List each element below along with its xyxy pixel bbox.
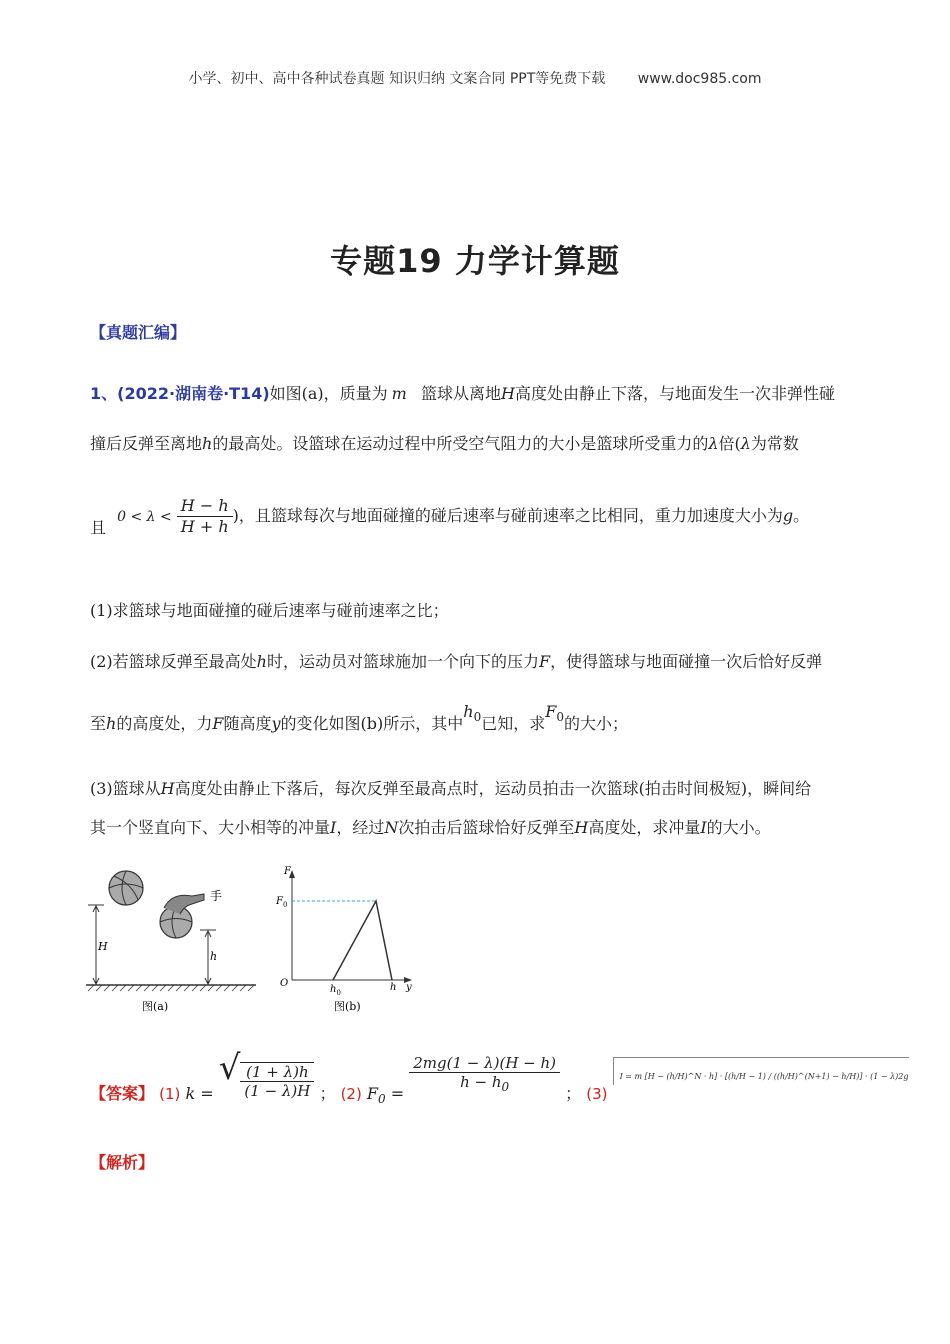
question-3-line-2 [90, 818, 771, 838]
section-real-questions: 【真题汇编】 [90, 323, 187, 342]
text: 已知，求 [481, 714, 546, 733]
text: 随高度 [223, 714, 272, 733]
inequality-left: 0 < λ < [117, 509, 172, 525]
answer-line [90, 1048, 909, 1112]
var-h: h [106, 714, 117, 733]
text: ，经过 [336, 818, 385, 837]
var-F: F [212, 714, 224, 733]
var-I: I [700, 818, 707, 837]
answer-2-lhs: $F_0$ = [366, 1083, 405, 1106]
text: )，且篮球每次与地面碰撞的碰后速率与碰前速率之比相同，重力加速度大小为 [232, 506, 783, 525]
text: 撞后反弹至离地 [90, 434, 203, 453]
text: 的最高处。设篮球在运动过程中所受空气阻力的大小是篮球所受重力的 [212, 434, 709, 453]
text: 篮球从离地 [421, 384, 502, 403]
answer-2-label: (2) [340, 1084, 362, 1103]
text: ，使得篮球与地面碰撞一次后恰好反弹 [550, 652, 823, 671]
answer-label: 【答案】 [90, 1083, 155, 1103]
problem-line-2 [90, 434, 799, 454]
answer-2-numerator: 2mg(1 − λ)(H − h) [409, 1054, 560, 1073]
var-m: m [391, 384, 407, 403]
text: 高度处由静止下落，与地面发生一次非弹性碰 [514, 384, 835, 403]
text: 高度处由静止下落后，每次反弹至最高点时，运动员拍击一次篮球(拍击时间极短)，瞬间给 [174, 779, 812, 798]
text: (2)若篮球反弹至最高处 [90, 652, 257, 671]
axis-F0-label: $F_0$ [276, 896, 288, 909]
problem-line-1 [90, 384, 835, 404]
var-h: h [256, 652, 267, 671]
axis-F-label: F [284, 866, 291, 877]
answer-3-label: (3) [586, 1084, 608, 1103]
hand-label: 手 [210, 889, 223, 903]
header-left-text: 小学、初中、高中各种试卷真题 知识归纳 文案合同 PPT等免费下载 [188, 71, 606, 87]
problem-line-3 [90, 496, 809, 537]
inequality-fraction [177, 496, 233, 537]
height-H-label: H [98, 940, 108, 953]
text: 为常数 [750, 434, 799, 453]
text: 时，运动员对篮球施加一个向下的压力 [266, 652, 539, 671]
figure-a [80, 860, 260, 1020]
var-lambda: λ [740, 434, 751, 453]
fraction-denominator: H + h [180, 517, 229, 536]
answer-1-numerator: (1 + λ)h [240, 1063, 314, 1082]
header-url: www.doc985.com [637, 71, 762, 87]
var-F: F [539, 652, 551, 671]
origin-label: O [280, 978, 289, 989]
subscript: 0 [556, 710, 564, 725]
var-h: h [202, 434, 213, 453]
page-header [0, 68, 950, 88]
separator: ； [565, 1083, 582, 1103]
var-H: H [574, 818, 589, 837]
question-2-line-2 [90, 702, 628, 739]
tick-h0-label: $h_0$ [330, 984, 341, 997]
question-3-line-1 [90, 779, 811, 799]
figure-a-caption: 图(a) [142, 1000, 169, 1013]
text: 的高度处，力 [116, 714, 213, 733]
axis-y-label: y [406, 982, 412, 993]
var-N: N [384, 818, 399, 837]
text: 的变化如图(b)所示，其中 [280, 714, 464, 733]
question-1: (1)求篮球与地面碰撞的碰后速率与碰前速率之比； [90, 601, 449, 620]
height-h-label: h [210, 950, 218, 963]
text: 至 [90, 714, 107, 733]
text: 其一个竖直向下、大小相等的冲量 [90, 818, 331, 837]
text: (3)篮球从 [90, 779, 161, 798]
text: 的大小。 [706, 818, 771, 837]
text: 的大小； [563, 714, 628, 733]
var-h0: h [463, 702, 474, 721]
text: 。 [793, 506, 810, 525]
page-title: 专题19 力学计算题 [330, 242, 620, 280]
text: 且 [90, 518, 107, 537]
var-I: I [330, 818, 337, 837]
figure-b [270, 860, 430, 1020]
answer-1-lhs: k = [185, 1083, 214, 1103]
separator: ； [319, 1083, 336, 1103]
fraction-numerator: H − h [177, 496, 233, 517]
basketball-hand-icon [160, 894, 204, 938]
answer-1-denominator: (1 − λ)H [244, 1081, 311, 1100]
answer-1-label: (1) [159, 1084, 181, 1103]
var-lambda: λ [708, 434, 719, 453]
answer-3-expression: I = m [H − (h/H)^N · h] · [(h/H − 1) / ((h/H)^(N+1) − h/H)] · (1 − λ)2g [613, 1057, 909, 1085]
text: 如图(a)，质量为 [269, 384, 388, 403]
var-H: H [501, 384, 515, 403]
text: 倍( [718, 434, 741, 453]
answer-2-fraction [409, 1054, 560, 1094]
problem-source: (2022·湖南卷·T14) [117, 384, 270, 403]
var-H: H [160, 779, 175, 798]
figure-b-caption: 图(b) [334, 1000, 361, 1013]
question-2-line-1 [90, 652, 822, 672]
basketball-falling-icon [109, 871, 143, 905]
tick-h-label: h [390, 982, 397, 993]
var-F0: F [545, 702, 557, 721]
text: 次拍击后篮球恰好反弹至 [398, 818, 575, 837]
force-curve [333, 901, 392, 980]
subscript: 0 [473, 710, 482, 725]
var-g: g [782, 506, 794, 525]
var-y: y [271, 714, 281, 733]
text: 高度处，求冲量 [588, 818, 701, 837]
problem-number: 1、 [90, 384, 118, 403]
section-analysis: 【解析】 [90, 1153, 155, 1172]
answer-1-sqrt: √ $\frac{(1 + \lambda)h}{(1 - \lambda)H}$ [219, 1054, 315, 1100]
answer-2-denominator: $h - h_0$ [460, 1073, 510, 1094]
